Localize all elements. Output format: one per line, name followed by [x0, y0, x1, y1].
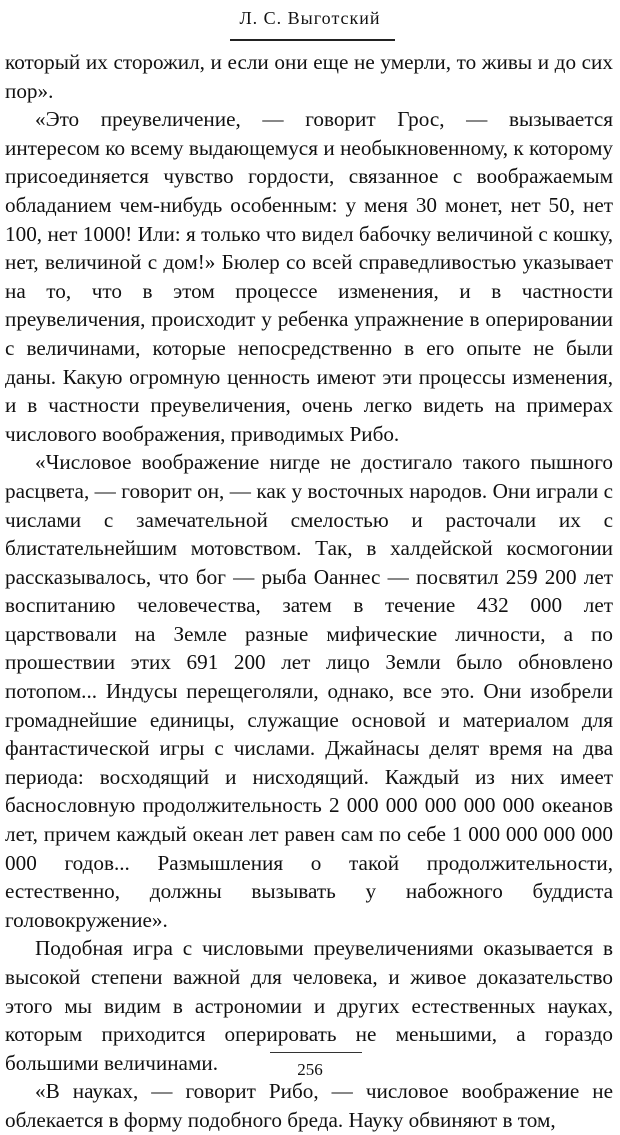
paragraph: Подобная игра с числовыми преувеличениями оказывается в высокой степени важной для человека, и живое доказательство этого мы видим в астрономии и других естественных науках, которым приходится оперировать не меньшими, а гораздо большими величинами.	[5, 936, 613, 1075]
paragraph-continuation: который их сторожил, и если они еще не умерли, то живы и до сих пор».	[5, 50, 613, 103]
running-title: Л. С. Выготский	[239, 8, 381, 28]
page-footer	[0, 1052, 620, 1088]
footer-rule	[270, 1052, 362, 1053]
paragraph: «В науках, — говорит Рибо, — числовое воображение не облекается в форму подобного бреда. Науку обвиняют в том,	[5, 1079, 613, 1132]
paragraph: «Это преувеличение, — говорит Грос, — вызывается интересом ко всему выдающемуся и необыкновенному, к которому присоединяется чувство гордости, связанное с воображаемым обладанием чем-нибудь особенным: у меня 30 монет, нет 50, нет 100, нет 1000! Или: я только что видел бабочку величиной с кошку, нет, величиной с дом!» Бюлер со всей справедливостью указывает на то, что в этом процессе изменения, и в частности преувеличения, происходит у ребенка упражнение в оперировании с величинами, которые непосредственно в его опыте не были даны. Какую огромную ценность имеют эти процессы изменения, и в частности преувеличения, очень легко видеть на примерах числового воображения, приводимых Рибо.	[5, 107, 613, 446]
paragraph: «Числовое воображение нигде не достигало такого пышного расцвета, — говорит он, — как у восточных народов. Они играли с числами с замечательной смелостью и расточали их с блистательнейшим мотовством. Так, в халдейской космогонии рассказывалось, что бог — рыба Оаннес — посвятил 259 200 лет воспитанию человечества, затем в течение 432 000 лет царствовали на Земле разные мифические личности, а по прошествии этих 691 200 лет лицо Земли было обновлено потопом... Индусы перещеголяли, однако, все это. Они изобрели громаднейшие единицы, служащие основой и материалом для фантастической игры с числами. Джайнасы делят время на два периода: восходящий и нисходящий. Каждый из них имеет баснословную продолжительность 2 000 000 000 000 000 океанов лет, причем каждый океан лет равен сам по себе 1 000 000 000 000 000 годов... Размышления о такой продолжительности, естественно, должны вызывать у набожного буддиста головокружение».	[5, 450, 613, 932]
header-rule	[230, 39, 395, 41]
page-number: 256	[297, 1060, 323, 1079]
page-text	[5, 48, 613, 1135]
running-header	[0, 0, 620, 44]
